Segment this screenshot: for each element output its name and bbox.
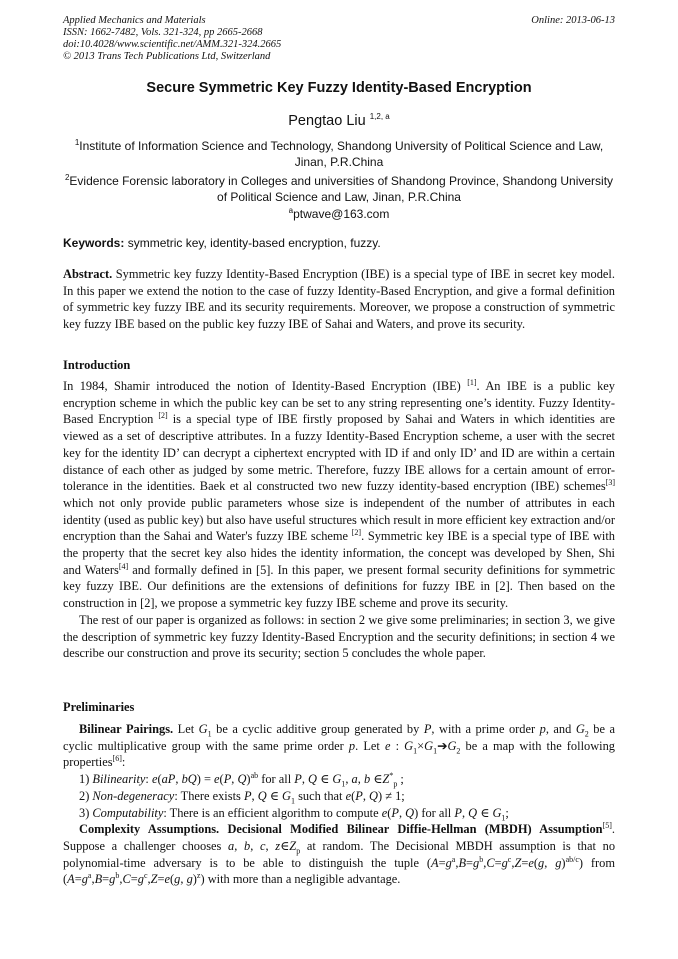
superscript: * <box>389 770 394 780</box>
math-symbol: g <box>501 855 508 870</box>
math-symbol: B <box>94 872 103 887</box>
mbdh-assumption-label: Complexity Assumptions. Decisional Modified Bilinear Diffie-Hellman (MBDH) Assumption <box>79 822 603 837</box>
subscript: 1 <box>207 729 212 739</box>
math-symbol: Q <box>237 772 247 787</box>
preliminaries-heading: Preliminaries <box>63 700 135 714</box>
bilinear-pairings-label: Bilinear Pairings. <box>79 722 174 736</box>
math-symbol: C <box>122 872 131 887</box>
keywords-label: Keywords: <box>63 236 125 250</box>
math-symbol: Z <box>514 855 522 870</box>
math-symbol: Q <box>369 788 378 803</box>
superscript: [1] <box>467 377 477 387</box>
math-symbol: Bilinearity <box>92 772 146 787</box>
math-symbol: P <box>243 788 252 803</box>
affiliation-1 <box>63 138 615 170</box>
math-symbol: g <box>109 872 116 887</box>
math-symbol: g <box>186 872 193 887</box>
math-symbol: e <box>151 772 158 787</box>
math-symbol: P <box>423 722 432 736</box>
math-symbol: Q <box>405 805 415 820</box>
math-symbol: G <box>447 738 457 753</box>
math-symbol: G <box>332 772 342 787</box>
math-symbol: Q <box>468 805 478 820</box>
property-bilinearity: 1) Bilinearity: e(aP, bQ) = e(P, Q)$^{ab}$ for all P, Q ∈ $G_1$, a, b $\in Z^*_p$ ; <box>79 770 404 789</box>
math-symbol: g <box>445 855 452 870</box>
math-symbol: c <box>259 838 266 853</box>
introduction-paragraph-1: In 1984, Shamir introduced the notion of Identity-Based Encryption (IBE) [1]. An IBE is a public key encryption scheme in which the public key can be set to any string representing one’s identity. Fuzzy Identity-Based Encryption [2] is a special type of IBE firstly proposed by Sahai and Waters in which identities are viewed as a set of descriptive attributes. In a fuzzy Identity-Based Encryption scheme, a user with the secret key for the identity ID’ can decrypt a ciphertext encrypted with ID if and only ID’ and ID are within a certain distance of each other as judged by some metric. Therefore, fuzzy IBE allows for a certain amount of error-tolerance in the identities. Baek et al constructed two new fuzzy identity-based encryption (IBE) schemes[3] which not only provide public parameters whose size is independent of the number of attributes in each identity (used as public key) but also have useful structures which result in more efficient key extraction and/or encryption than the Sahai and Water's fuzzy IBE scheme [2]. Symmetric key IBE is a special type of IBE with the property that the secret key also hides the identity information, the concept was developed by Shen, Shi and Waters[4] and formally defined in [5]. In this paper, we present formal security definitions for symmetric key fuzzy IBE. Our definitions are the extensions of definitions for fuzzy IBE in [2]. Then based on the construction in [2], we propose a symmetric key fuzzy IBE scheme and prove its security. <box>63 377 615 611</box>
math-symbol: bQ <box>181 772 197 787</box>
math-symbol: G <box>198 722 208 736</box>
subscript: 2 <box>584 729 589 739</box>
mbdh-assumption-text: [5]. Suppose a challenger chooses a, b, c, $z\in Z_p$ at random. The Decisional MBDH assumption is that no polynomial-time adversary is to be able to distinguish the tuple ($A=g^a,B=g^b,C=g^c,Z=e(g$, g)$^{ab/c}$) from ($A=g^a,B=g^b,C=g^c,Z=e(g$, g)$^z$) with more than a negligible advantage. <box>63 821 616 887</box>
math-symbol: Q <box>308 772 317 787</box>
superscript: c <box>143 871 148 881</box>
math-symbol: p <box>539 722 546 736</box>
keywords-text: symmetric key, identity-based encryption, fuzzy. <box>127 236 381 250</box>
math-symbol: e <box>528 855 534 870</box>
superscript: b <box>479 854 484 864</box>
math-symbol: e <box>214 772 220 787</box>
math-symbol: g <box>137 872 144 887</box>
math-symbol: C <box>486 855 495 870</box>
subscript: 1 <box>291 796 295 806</box>
math-symbol: P <box>223 772 232 787</box>
affiliation-text: Institute of Information Science and Technology, Shandong University of Political Science and Law, Jinan, P.R.China <box>79 139 604 169</box>
math-symbol: Computability <box>92 805 164 820</box>
math-symbol: G <box>282 788 291 803</box>
math-symbol: Z <box>382 772 390 787</box>
math-symbol: G <box>492 805 502 820</box>
math-symbol: e <box>164 872 171 887</box>
journal-header <box>63 15 615 63</box>
superscript: [2] <box>351 528 362 538</box>
introduction-heading: Introduction <box>63 358 131 372</box>
math-symbol: g <box>473 855 480 870</box>
superscript: [4] <box>118 561 129 571</box>
math-symbol: A <box>430 855 439 870</box>
superscript: ab/c <box>565 854 579 864</box>
affiliation-mark: 2 <box>64 173 70 182</box>
paper-title: Secure Symmetric Key Fuzzy Identity-Based Encryption <box>146 80 532 96</box>
introduction-paragraph-2: The rest of our paper is organized as follows: in section 2 we give some preliminaries; in section 3, we give the description of symmetric key fuzzy Identity-Based Encryption and the security definitions; in section 4 we describe our construction and prove its security; section 5 concludes the whole paper. <box>63 612 615 661</box>
superscript: [3] <box>605 478 615 488</box>
math-symbol: g <box>538 855 545 870</box>
abstract-label: Abstract. <box>63 267 113 281</box>
math-symbol: g <box>555 855 562 870</box>
author-name: Pengtao Liu <box>288 113 366 129</box>
subscript: 2 <box>456 746 461 756</box>
math-symbol: Z <box>289 838 297 853</box>
superscript: z <box>196 871 201 881</box>
math-symbol: P <box>355 788 363 803</box>
subscript: 1 <box>501 812 506 822</box>
author-marks: 1,2, a <box>369 112 390 122</box>
math-symbol: b <box>244 838 251 853</box>
bilinear-pairings-text: Let $G_1$ be a cyclic additive group generated by P, with a prime order p, and $G_2$ be a cyclic multiplicative group with the same prime order p. Let e : $G_1\times G_1➔G_2$ be a map with the following properties[6]: <box>63 722 615 770</box>
subscript: p <box>393 779 398 789</box>
preliminaries-body <box>63 721 615 888</box>
mbdh-assumption-paragraph <box>63 821 615 888</box>
math-symbol: b <box>363 772 371 787</box>
superscript: a <box>451 854 456 864</box>
superscript: ab <box>250 770 259 780</box>
superscript: b <box>115 871 120 881</box>
superscript: [2] <box>158 411 168 421</box>
math-symbol: g <box>174 872 181 887</box>
math-symbol: a <box>228 838 235 853</box>
math-symbol: G <box>404 738 414 753</box>
journal-name: Applied Mechanics and Materials <box>63 15 206 26</box>
math-symbol: z <box>275 838 281 853</box>
math-symbol: A <box>67 872 75 887</box>
keywords <box>63 236 615 250</box>
abstract-text: Symmetric key fuzzy Identity-Based Encryption (IBE) is a special type of IBE in secret key model. In this paper we extend the notion to the case of fuzzy Identity-Based Encryption, and give a formal definition of symmetric key fuzzy IBE and its security requirements. Moreover, we propose a construction of symmetric key fuzzy IBE based on the public key fuzzy IBE of Sahai and Waters, and prove its security. <box>63 267 615 332</box>
superscript: [6] <box>112 754 122 764</box>
math-symbol: a <box>351 772 358 787</box>
abstract <box>63 266 615 333</box>
math-symbol: g <box>81 872 88 887</box>
email-mark: a <box>288 206 294 215</box>
superscript: [5] <box>602 821 612 831</box>
author-line <box>0 113 678 129</box>
author-email <box>0 207 678 221</box>
introduction-body <box>63 378 615 662</box>
subscript: 1 <box>433 746 438 756</box>
math-symbol: P <box>454 805 462 820</box>
subscript: 1 <box>341 779 346 789</box>
email-address: ptwave@163.com <box>293 207 390 221</box>
subscript: 1 <box>413 746 418 756</box>
math-symbol: G <box>424 738 434 753</box>
math-symbol: Z <box>150 872 158 887</box>
math-symbol: Non-degeneracy <box>92 788 175 803</box>
property-computability: 3) Computability: There is an efficient algorithm to compute e(P, Q) for all P, Q ∈ $G_1$; <box>79 805 509 822</box>
math-symbol: e <box>345 788 352 803</box>
subscript: p <box>296 846 301 856</box>
superscript: a <box>87 871 92 881</box>
superscript: c <box>507 854 512 864</box>
math-symbol: Q <box>257 788 267 803</box>
copyright-line: © 2013 Trans Tech Publications Ltd, Switzerland <box>63 51 271 62</box>
property-non-degeneracy: 2) Non-degeneracy: There exists P, Q ∈ $G_1$ such that e(P, Q) ≠ 1; <box>79 788 405 806</box>
affiliation-mark: 1 <box>74 138 80 147</box>
affiliation-text: Evidence Forensic laboratory in Colleges and universities of Shandong Province, Shandong University of Political Science and Law, Jinan, P.R.China <box>69 174 614 204</box>
bilinear-pairings-paragraph <box>63 721 615 771</box>
doi-line: doi:10.4028/www.scientific.net/AMM.321-324.2665 <box>63 39 282 50</box>
issn-line: ISSN: 1662-7482, Vols. 321-324, pp 2665-2668 <box>63 27 263 38</box>
math-symbol: B <box>458 855 467 870</box>
math-symbol: P <box>294 772 302 787</box>
math-symbol: G <box>575 722 585 736</box>
math-symbol: aP <box>161 772 176 787</box>
affiliation-2 <box>63 173 615 205</box>
math-symbol: P <box>391 805 399 820</box>
math-symbol: e <box>381 805 388 820</box>
math-symbol: p <box>348 738 356 753</box>
online-date: Online: 2013-06-13 <box>531 15 615 26</box>
math-symbol: e <box>384 738 391 753</box>
